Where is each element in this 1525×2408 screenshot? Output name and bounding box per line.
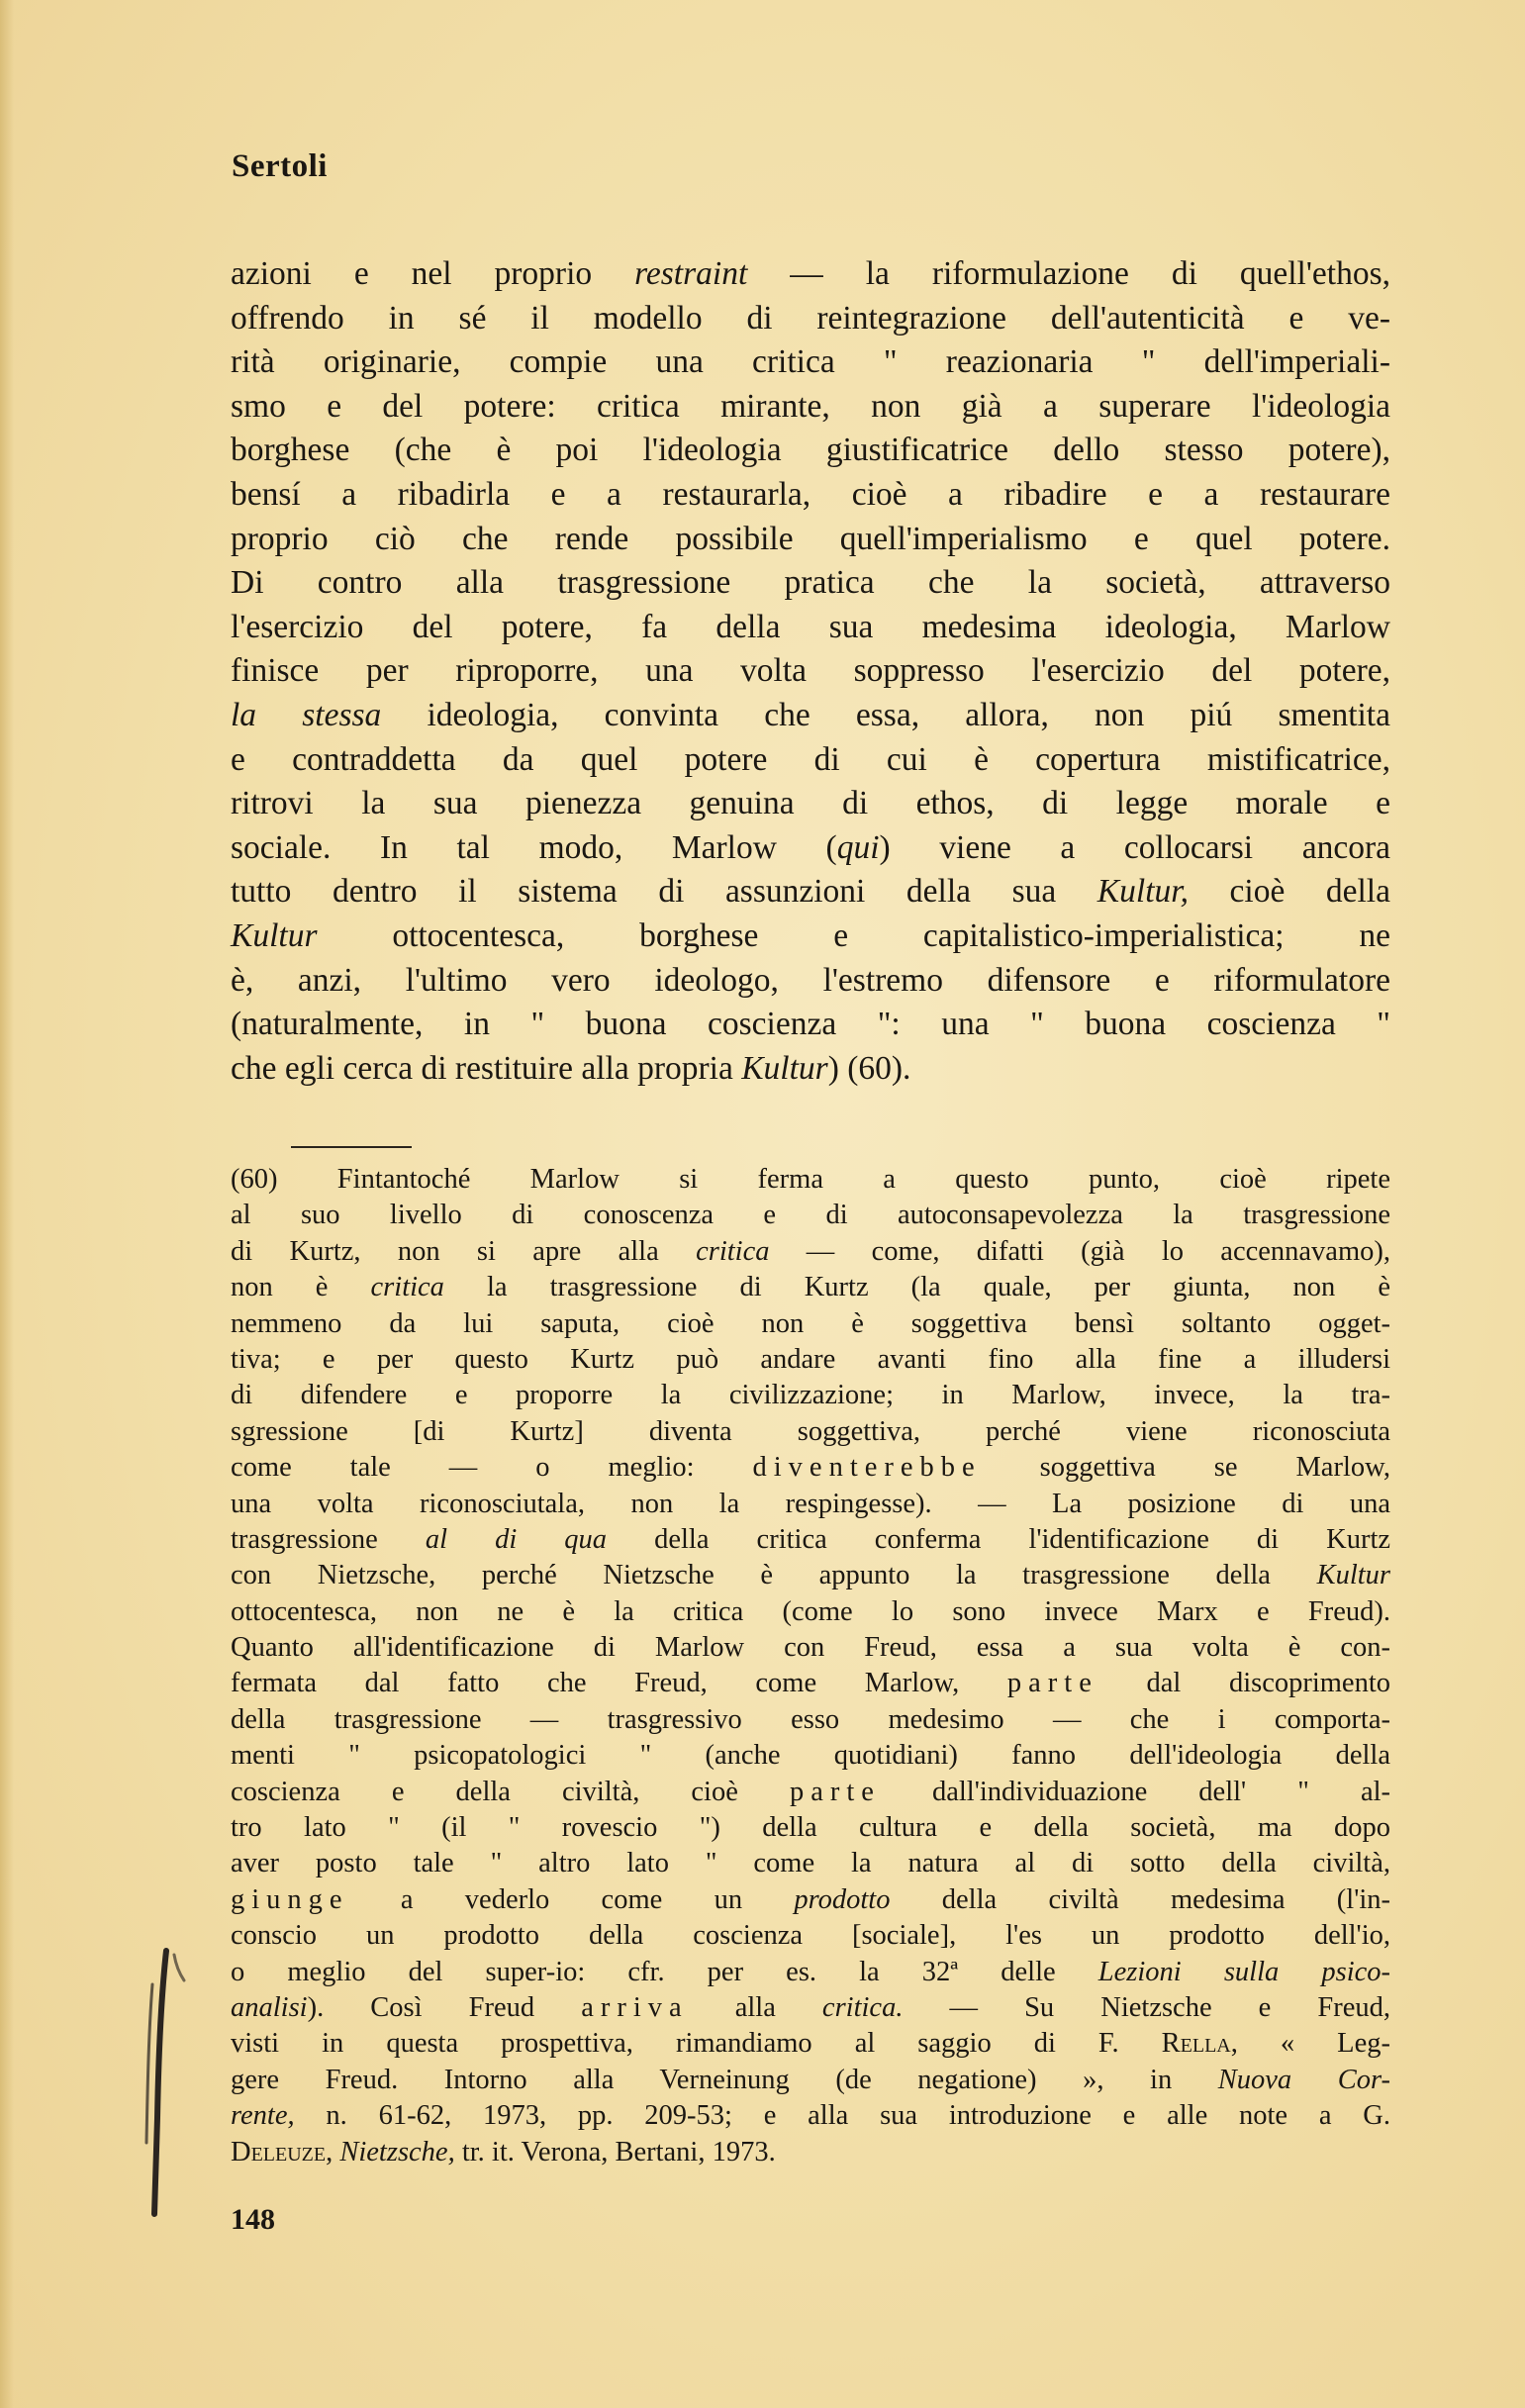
text-run: azioni e nel proprio — [231, 255, 635, 292]
footnote-line — [231, 2135, 1390, 2170]
text-run: — Su Nietzsche e Freud, — [903, 1991, 1391, 2023]
text-run: tro lato " (il " rovescio ") della cultura e della società, ma dopo — [231, 1812, 1390, 1844]
body-line — [231, 694, 1390, 738]
text-run: critica — [696, 1235, 770, 1267]
text-run: (naturalmente, in " buona coscienza ": una " buona coscienza " — [231, 1006, 1390, 1043]
page-edge-shadow — [0, 0, 14, 2408]
footnote-line — [231, 1522, 1390, 1558]
body-line — [231, 915, 1390, 959]
pencil-margin-mark-icon — [125, 1945, 194, 2222]
text-run: — la riformulazione di quell'ethos, — [747, 255, 1390, 292]
text-run: restraint — [634, 255, 748, 292]
text-run: parte — [1006, 1668, 1098, 1699]
text-run: analisi — [231, 1991, 308, 2023]
text-run: giunge — [231, 1883, 349, 1915]
footnote-line — [231, 1378, 1390, 1413]
text-run: Rella — [1161, 2028, 1231, 2060]
footnote-separator — [291, 1146, 412, 1148]
footnote-line — [231, 1450, 1390, 1486]
text-run: menti " psicopatologici " (anche quotidiani) fanno dell'ideologia della — [231, 1740, 1390, 1772]
text-run: al di qua — [425, 1523, 608, 1555]
footnote-line — [231, 1990, 1390, 2026]
footnote-line — [231, 1846, 1390, 1881]
text-run: , — [326, 2136, 340, 2167]
text-run: sociale. In tal modo, Marlow ( — [231, 828, 837, 866]
footnote-line — [231, 1270, 1390, 1305]
body-line — [231, 297, 1390, 341]
footnote-line — [231, 1162, 1390, 1198]
text-run: di Kurtz, non si apre alla — [231, 1235, 697, 1267]
text-run: sgressione [di Kurtz] diventa soggettiva, perché viene riconosciuta — [231, 1415, 1390, 1447]
footnote-line — [231, 2063, 1390, 2098]
body-line — [231, 561, 1390, 606]
text-run: Nietzsche, — [339, 2136, 455, 2167]
text-run: tiva; e per questo Kurtz può andare avanti fino alla fine a illudersi — [231, 1343, 1390, 1375]
body-line — [231, 959, 1390, 1004]
body-line — [231, 826, 1390, 871]
footnote-line — [231, 1666, 1390, 1701]
text-run: con Nietzsche, perché Nietzsche è appunto la trasgressione della — [231, 1560, 1317, 1591]
text-run: bensí a ribadirla e a restaurarla, cioè a ribadire e a restaurare — [231, 475, 1390, 513]
text-run: critica. — [821, 1991, 904, 2023]
text-run: rente, — [231, 2100, 295, 2132]
text-run: una volta riconosciutala, non la respingesse). — La posizione di una — [231, 1488, 1390, 1519]
text-run: dall'individuazione dell' " al- — [880, 1776, 1390, 1807]
text-run: della trasgressione — trasgressivo esso medesimo — che i comporta- — [231, 1703, 1390, 1735]
body-line — [231, 606, 1390, 650]
text-run: proprio ciò che rende possibile quell'imperialismo e quel potere. — [231, 520, 1390, 557]
text-run: o meglio del super-io: cfr. per es. la 32ª delle — [231, 1956, 1098, 1987]
text-run: tr. it. Verona, Bertani, 1973. — [454, 2136, 776, 2167]
text-run: la trasgressione di Kurtz (la quale, per giunta, non è — [443, 1272, 1391, 1303]
footnote-line — [231, 1882, 1390, 1918]
text-run: ) viene a collocarsi ancora — [879, 828, 1390, 866]
text-run: ritrovi la sua pienezza genuina di ethos, di legge morale e — [231, 785, 1390, 822]
text-run: tutto dentro il sistema di assunzioni della sua — [231, 873, 1097, 911]
text-run: rità originarie, compie una critica " reazionaria " dell'imperiali- — [231, 343, 1390, 381]
text-run: — come, difatti (già lo accennavamo), — [769, 1235, 1390, 1267]
footnote-line — [231, 2098, 1390, 2134]
text-run: prodotto — [794, 1883, 891, 1915]
text-run: ) (60). — [827, 1049, 911, 1087]
text-run: conscio un prodotto della coscienza [sociale], l'es un prodotto dell'io, — [231, 1920, 1390, 1952]
text-run: smo e del potere: critica mirante, non già a superare l'ideologia — [231, 387, 1390, 425]
body-line — [231, 518, 1390, 562]
body-line — [231, 782, 1390, 826]
text-run: Nuova Cor- — [1217, 2064, 1390, 2095]
text-run: l'esercizio del potere, fa della sua medesima ideologia, Marlow — [231, 608, 1390, 645]
text-run: a vederlo come un — [348, 1883, 795, 1915]
footnote-line — [231, 1198, 1390, 1233]
text-run: fermata dal fatto che Freud, come Marlow, — [231, 1668, 1007, 1699]
page-number: 148 — [231, 2203, 275, 2236]
body-line — [231, 870, 1390, 915]
text-run: borghese (che è poi l'ideologia giustificatrice dello stesso potere), — [231, 432, 1390, 469]
text-run: che egli cerca di restituire alla propria — [231, 1049, 742, 1087]
text-run: visti in questa prospettiva, rimandiamo al saggio di F. — [231, 2028, 1162, 2060]
text-run: Kultur, — [1096, 873, 1189, 911]
text-run: la stessa — [231, 696, 382, 733]
footnote-line — [231, 1342, 1390, 1378]
text-run: alla — [688, 1991, 822, 2023]
text-run: non è — [231, 1272, 371, 1303]
text-run: Kultur — [741, 1049, 828, 1087]
text-run: ideologia, convinta che essa, allora, non piú smentita — [381, 696, 1390, 733]
text-run: (60) Fintantoché Marlow si ferma a questo punto, cioè ripete — [231, 1164, 1390, 1195]
footnote-line — [231, 1306, 1390, 1342]
body-line — [231, 429, 1390, 473]
text-run: Kultur — [231, 916, 318, 954]
text-run: finisce per riproporre, una volta soppresso l'esercizio del potere, — [231, 652, 1390, 690]
footnote-line — [231, 2026, 1390, 2062]
text-run: Di contro alla trasgressione pratica che la società, attraverso — [231, 564, 1390, 602]
running-head: Sertoli — [232, 148, 328, 184]
body-line — [231, 252, 1390, 297]
footnote-line — [231, 1594, 1390, 1630]
text-run: trasgressione — [231, 1523, 426, 1555]
text-run: Quanto all'identificazione di Marlow con Freud, essa a sua volta è con- — [231, 1632, 1390, 1664]
footnote-line — [231, 1918, 1390, 1954]
text-run: ). Così Freud — [307, 1991, 582, 2023]
footnote-line — [231, 1630, 1390, 1666]
footnote-line — [231, 1955, 1390, 1990]
footnote-line — [231, 1487, 1390, 1522]
footnote-60 — [231, 1162, 1390, 2170]
text-run: arriva — [581, 1991, 689, 2023]
text-run: , « Leg- — [1230, 2028, 1390, 2060]
text-run: n. 61-62, 1973, pp. 209-53; e alla sua introduzione e alle note a G. — [294, 2100, 1390, 2132]
body-line — [231, 1003, 1390, 1047]
body-text — [231, 252, 1390, 1091]
text-run: della civiltà medesima (l'in- — [890, 1883, 1390, 1915]
text-run: come tale — o meglio: — [231, 1452, 753, 1484]
text-run: gere Freud. Intorno alla Verneinung (de negatione) », in — [231, 2064, 1218, 2095]
footnote-line — [231, 1558, 1390, 1593]
body-line — [231, 1047, 1390, 1092]
text-run: dal discoprimento — [1097, 1668, 1390, 1699]
body-line — [231, 473, 1390, 518]
text-run: ottocentesca, borghese e capitalistico-imperialistica; ne — [317, 916, 1390, 954]
text-run: Kultur — [1316, 1560, 1390, 1591]
footnote-line — [231, 1414, 1390, 1450]
body-line — [231, 738, 1390, 783]
body-line — [231, 385, 1390, 430]
footnote-line — [231, 1234, 1390, 1270]
text-run: della critica conferma l'identificazione di Kurtz — [607, 1523, 1391, 1555]
text-run: è, anzi, l'ultimo vero ideologo, l'estremo difensore e riformulatore — [231, 961, 1390, 999]
body-line — [231, 340, 1390, 385]
text-run: offrendo in sé il modello di reintegrazione dell'autenticità e ve- — [231, 299, 1390, 337]
text-run: nemmeno da lui saputa, cioè non è soggettiva bensì soltanto ogget- — [231, 1307, 1390, 1339]
text-run: cioè della — [1188, 873, 1390, 911]
text-run: diventerebbe — [752, 1452, 982, 1484]
text-run: Deleuze — [231, 2136, 327, 2167]
text-run: di difendere e proporre la civilizzazione; in Marlow, invece, la tra- — [231, 1380, 1390, 1411]
footnote-line — [231, 1810, 1390, 1846]
text-run: coscienza e della civiltà, cioè — [231, 1776, 790, 1807]
text-run: parte — [789, 1776, 881, 1807]
text-run: critica — [370, 1272, 444, 1303]
text-run: soggettiva se Marlow, — [981, 1452, 1390, 1484]
text-run: al suo livello di conoscenza e di autoconsapevolezza la trasgressione — [231, 1200, 1390, 1231]
footnote-line — [231, 1702, 1390, 1738]
body-line — [231, 649, 1390, 694]
text-run: e contraddetta da quel potere di cui è copertura mistificatrice, — [231, 740, 1390, 778]
footnote-line — [231, 1738, 1390, 1774]
text-run: ottocentesca, non ne è la critica (come lo sono invece Marx e Freud). — [231, 1595, 1390, 1627]
text-run: Lezioni sulla psico- — [1097, 1956, 1390, 1987]
text-run: qui — [836, 828, 880, 866]
text-run: aver posto tale " altro lato " come la natura al di sotto della civiltà, — [231, 1848, 1390, 1879]
footnote-line — [231, 1775, 1390, 1810]
